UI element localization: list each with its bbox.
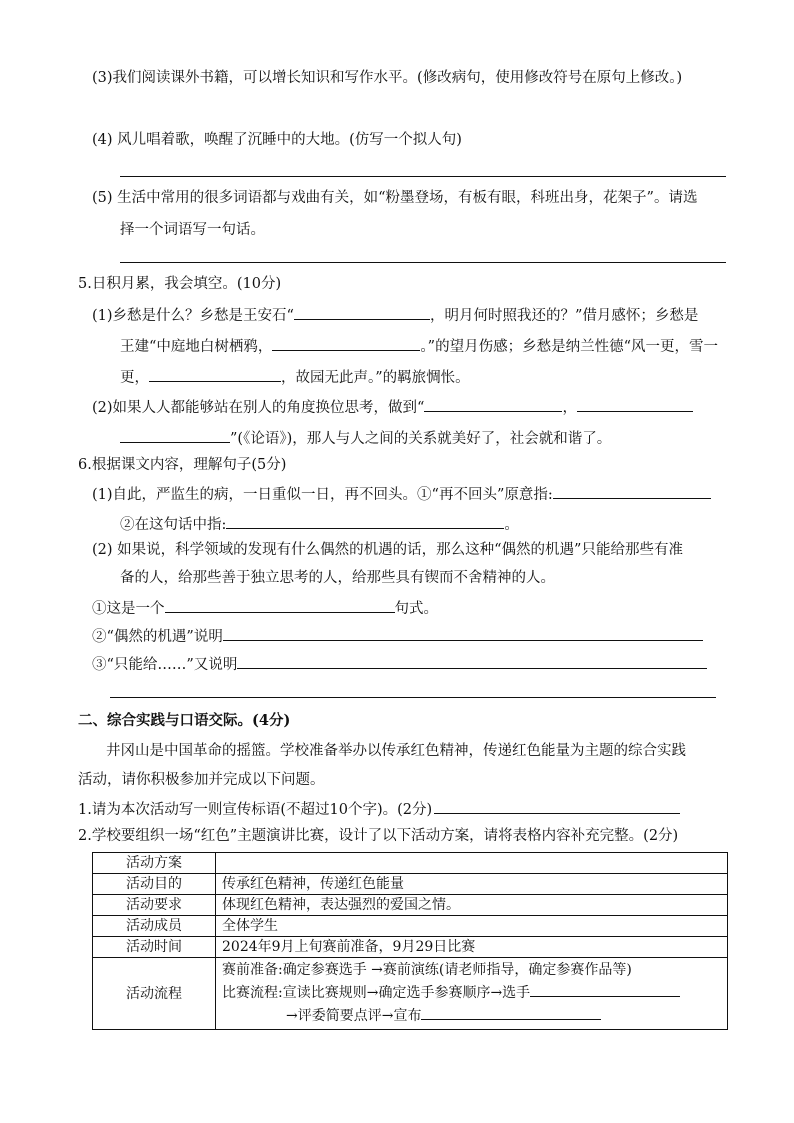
answer-line-q5[interactable] xyxy=(120,262,726,263)
text: ①这是一个 xyxy=(92,601,165,617)
row-value: 2024年9月上旬赛前准备，9月29日比赛 xyxy=(216,937,728,958)
text: 。 xyxy=(504,517,519,533)
text: 比赛流程:宣读比赛规则→确定选手参赛顺序→选手 xyxy=(222,985,531,1001)
question-3: (3)我们阅读课外书籍，可以增长知识和写作水平。(修改病句，使用修改符号在原句上修改。) xyxy=(92,70,683,86)
fill-blank[interactable] xyxy=(223,625,703,641)
text: (1)乡愁是什么？乡愁是王安石“ xyxy=(92,308,294,324)
section-5-item-2-line1 xyxy=(92,396,693,418)
fill-blank[interactable] xyxy=(421,1004,601,1020)
section-5-title: 5.日积月累，我会填空。(10分) xyxy=(78,276,282,292)
table-row xyxy=(93,958,728,1030)
part-2-intro-line2: 活动，请你积极参加并完成以下问题。 xyxy=(78,772,325,788)
row-value: 体现红色精神，表达强烈的爱国之情。 xyxy=(216,895,728,916)
section-6-item-2-q2 xyxy=(92,625,703,647)
fill-blank[interactable] xyxy=(553,483,711,499)
text: 更， xyxy=(120,370,149,386)
part-2-question-1 xyxy=(78,798,680,820)
table-row xyxy=(93,916,728,937)
answer-line-q4[interactable] xyxy=(120,176,726,177)
text: 1.请为本次活动写一则宣传标语(不超过10个字)。(2分) xyxy=(78,802,433,818)
part-2-intro-line1: 井冈山是中国革命的摇篮。学校准备举办以传承红色精神，传递红色能量为主题的综合实践 xyxy=(106,743,686,759)
flow-line-2 xyxy=(222,981,721,1004)
text: ，明月何时照我还的？”借月感怀；乡愁是 xyxy=(429,308,699,324)
text: 。”的望月伤感；乡愁是纳兰性德“风一更，雪一 xyxy=(420,339,718,355)
text: 句式。 xyxy=(394,601,438,617)
section-6-item-2-line2: 备的人，给那些善于独立思考的人，给那些具有锲而不舍精神的人。 xyxy=(120,570,555,586)
row-label: 活动要求 xyxy=(93,895,216,916)
fill-blank[interactable] xyxy=(272,335,420,351)
flow-cell xyxy=(216,958,728,1030)
answer-line-s6[interactable] xyxy=(110,697,716,698)
text: ③“只能给……”又说明 xyxy=(92,657,238,673)
text: (2)如果人人都能够站在别人的角度换位思考，做到“ xyxy=(92,400,425,416)
section-5-item-1-line3 xyxy=(120,366,470,388)
part-2-question-2: 2.学校要组织一场“红色”主题演讲比赛，设计了以下活动方案，请将表格内容补充完整。(2分) xyxy=(78,828,679,844)
row-value: 全体学生 xyxy=(216,916,728,937)
activity-plan-table xyxy=(92,852,728,1030)
part-2-title: 二、综合实践与口语交际。(4分) xyxy=(78,712,291,729)
question-5-line1: (5) 生活中常用的很多词语都与戏曲有关，如“粉墨登场，有板有眼，科班出身，花架子”。请选 xyxy=(92,190,698,206)
flow-line-1: 赛前准备:确定参赛选手 →赛前演练(请老师指导，确定参赛作品等) xyxy=(222,962,632,978)
section-5-item-1-line1 xyxy=(92,304,698,326)
row-label: 活动目的 xyxy=(93,874,216,895)
section-6-item-2-q1 xyxy=(92,597,438,619)
section-6-item-2-line1: (2) 如果说，科学领域的发现有什么偶然的机遇的话，那么这种“偶然的机遇”只能给那些有准 xyxy=(92,542,683,558)
row-label: 活动流程 xyxy=(93,958,216,1030)
row-value: 传承红色精神，传递红色能量 xyxy=(216,874,728,895)
row-label: 活动成员 xyxy=(93,916,216,937)
text: ②“偶然的机遇”说明 xyxy=(92,629,223,645)
row-value-answer[interactable] xyxy=(216,853,728,874)
fill-blank[interactable] xyxy=(120,427,230,443)
text: (1)自此，严监生的病，一日重似一日，再不回头。①“再不回头”原意指: xyxy=(92,487,553,503)
text: ， xyxy=(562,400,577,416)
fill-blank[interactable] xyxy=(424,396,562,412)
table-row xyxy=(93,937,728,958)
text: 王建“中庭地白树栖鸦， xyxy=(120,339,273,355)
text: ，故园无此声。”的羁旅惆怅。 xyxy=(281,370,470,386)
table-row xyxy=(93,874,728,895)
slogan-answer-blank[interactable] xyxy=(434,798,680,814)
section-6-item-1-line2 xyxy=(120,513,519,535)
fill-blank[interactable] xyxy=(530,981,680,997)
fill-blank[interactable] xyxy=(165,597,395,613)
section-6-title: 6.根据课文内容，理解句子(5分) xyxy=(78,457,287,473)
section-5-item-1-line2 xyxy=(120,335,718,357)
fill-blank[interactable] xyxy=(577,396,693,412)
text: ”(《论语》)，那人与人之间的关系就美好了，社会就和谐了。 xyxy=(230,431,612,447)
flow-line-3 xyxy=(222,1004,721,1027)
table-row xyxy=(93,853,728,874)
text: →评委简要点评→宣布 xyxy=(286,1008,422,1024)
question-5-line2: 择一个词语写一句话。 xyxy=(120,222,265,238)
section-6-item-2-q3 xyxy=(92,653,707,675)
text: ②在这句话中指: xyxy=(120,517,227,533)
row-label: 活动时间 xyxy=(93,937,216,958)
section-5-item-2-line2 xyxy=(120,427,611,449)
fill-blank[interactable] xyxy=(149,366,281,382)
row-label: 活动方案 xyxy=(93,853,216,874)
fill-blank[interactable] xyxy=(237,653,707,669)
question-4: (4) 风儿唱着歌，唤醒了沉睡中的大地。(仿写一个拟人句) xyxy=(92,132,462,148)
section-6-item-1-line1 xyxy=(92,483,711,505)
fill-blank[interactable] xyxy=(226,513,504,529)
fill-blank[interactable] xyxy=(294,304,430,320)
table-row xyxy=(93,895,728,916)
